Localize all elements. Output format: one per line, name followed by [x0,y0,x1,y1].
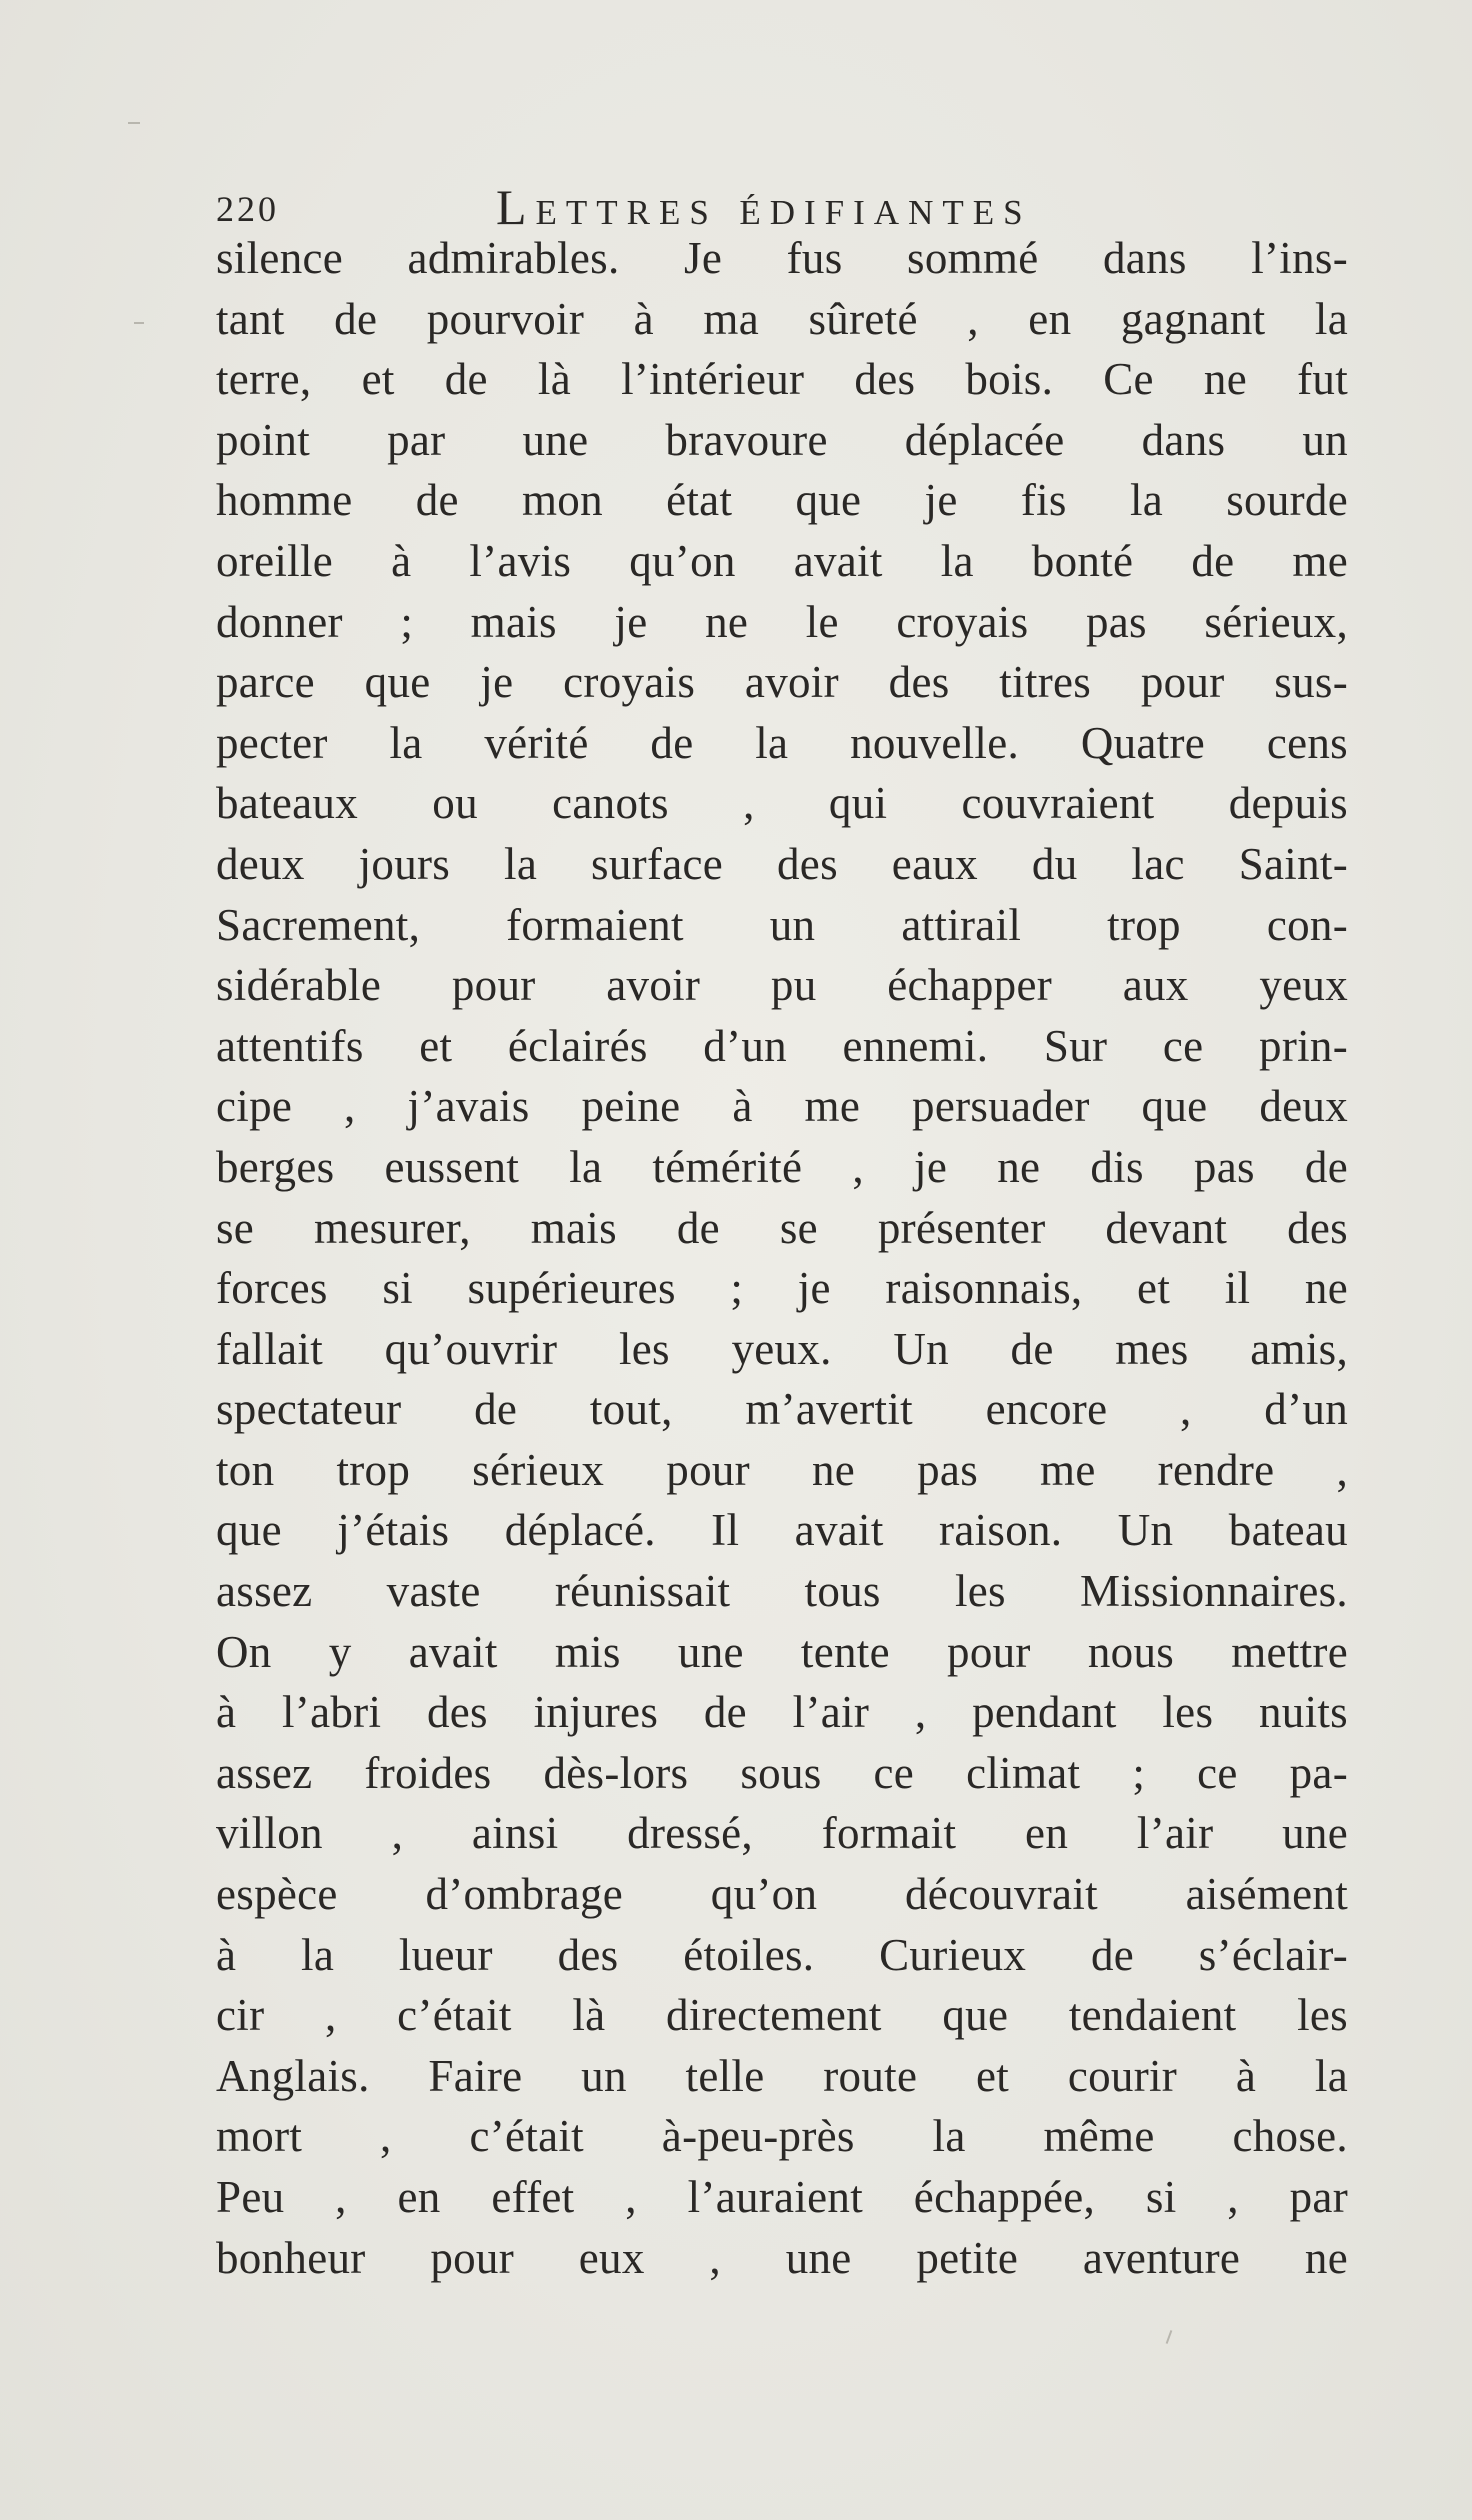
text-line: tant de pourvoir à ma sûreté , en gagnant la [216,293,1348,344]
text-line: oreille à l’avis qu’on avait la bonté de me [216,535,1348,586]
text-line: espèce d’ombrage qu’on découvrait aisément [216,1869,1348,1920]
text-line: terre, et de là l’intérieur des bois. Ce ne fut [216,354,1348,405]
text-line: silence admirables. Je fus sommé dans l’ins- [216,233,1348,283]
text-line: à la lueur des étoiles. Curieux de s’éclair- [216,1929,1348,1980]
page-number: 220 [216,189,279,229]
text-line: cipe , j’avais peine à me persuader que deux [216,1081,1348,1132]
text-line: villon , ainsi dressé, formait en l’air une [216,1808,1348,1859]
text-line: Anglais. Faire un telle route et courir à la [216,2050,1348,2101]
page-header [216,178,1116,235]
text-line: Peu , en effet , l’auraient échappée, si , par [216,2172,1348,2222]
text-line: homme de mon état que je fis la sourde [216,475,1348,526]
text-line: que j’étais déplacé. Il avait raison. Un bateau [216,1505,1348,1556]
text-line: pecter la vérité de la nouvelle. Quatre cens [216,717,1348,768]
margin-speck [134,322,144,324]
text-line: point par une bravoure déplacée dans un [216,414,1348,465]
text-line: deux jours la surface des eaux du lac Saint- [216,838,1348,889]
margin-speck [128,122,140,124]
text-line: bateaux ou canots , qui couvraient depuis [216,778,1348,829]
text-line: fallait qu’ouvrir les yeux. Un de mes amis, [216,1323,1348,1374]
margin-speck [1166,2330,1173,2344]
text-line: donner ; mais je ne le croyais pas sérieux, [216,596,1348,647]
text-line: à l’abri des injures de l’air , pendant les nuits [216,1687,1348,1738]
text-line: sidérable pour avoir pu échapper aux yeux [216,960,1348,1011]
text-line: se mesurer, mais de se présenter devant des [216,1202,1348,1253]
text-line: bonheur pour eux , une petite aventure ne [216,2232,1348,2283]
text-line: ton trop sérieux pour ne pas me rendre , [216,1444,1348,1495]
text-line: berges eussent la témérité , je ne dis pas de [216,1141,1348,1192]
text-line: cir , c’était là directement que tendaient les [216,1990,1348,2041]
text-line: spectateur de tout, m’avertit encore , d’un [216,1384,1348,1435]
text-line: mort , c’était à-peu-près la même chose. [216,2111,1348,2162]
text-line: On y avait mis une tente pour nous mettre [216,1626,1348,1677]
running-title: Lettres édifiantes [496,179,1032,235]
text-line: parce que je croyais avoir des titres pour sus- [216,657,1348,708]
text-line: assez vaste réunissait tous les Missionnaires. [216,1566,1348,1617]
body-text [216,228,1348,2288]
text-line: Sacrement, formaient un attirail trop con- [216,899,1348,950]
text-line: assez froides dès-lors sous ce climat ; ce pa- [216,1747,1348,1798]
text-line: forces si supérieures ; je raisonnais, et il ne [216,1263,1348,1314]
text-line: attentifs et éclairés d’un ennemi. Sur ce prin- [216,1020,1348,1071]
